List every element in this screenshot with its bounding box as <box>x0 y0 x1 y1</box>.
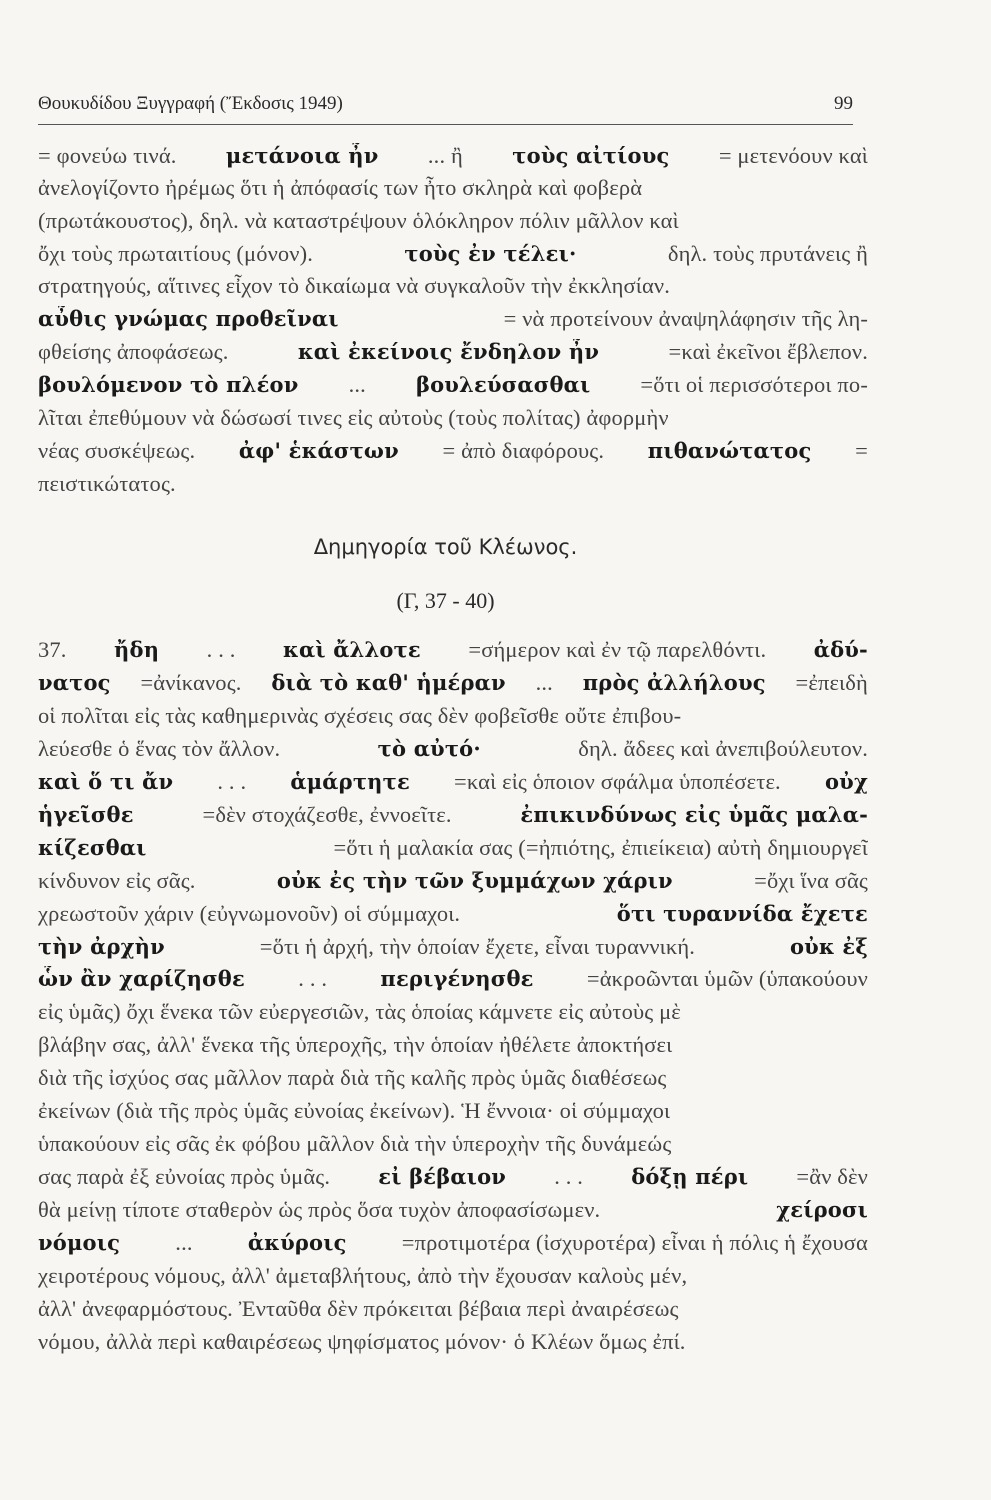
text-line <box>38 405 868 431</box>
lemma-term: οὐκ ἐξ <box>789 934 868 959</box>
text-line <box>38 438 868 464</box>
lemma-term: νόμοις <box>38 1230 121 1255</box>
text-line <box>38 1296 868 1322</box>
gloss-text: = νὰ προτείνουν ἀναψηλάφησιν τῆς λη- <box>503 306 868 331</box>
gloss-text: =ὅτι οἱ περισσότεροι πο- <box>640 372 868 397</box>
gloss-text: λῖται ἐπεθύμουν νὰ δώσωσί τινες εἰς αὐτοὺς (τοὺς πολίτας) ἀφορμὴν <box>38 405 669 430</box>
gloss-text: ... <box>535 670 553 695</box>
gloss-text: 37. <box>38 637 67 662</box>
gloss-text: =δὲν στοχάζεσθε, ἐννοεῖτε. <box>202 802 452 827</box>
text-line <box>38 273 868 299</box>
gloss-text: =ἀνίκανος. <box>140 670 242 695</box>
lemma-term: ὧν ἂν χαρίζησθε <box>38 966 245 991</box>
lemma-term: πρὸς ἀλλήλους <box>582 670 766 695</box>
gloss-text: δηλ. τοὺς πρυτάνεις ἢ <box>667 241 868 266</box>
gloss-text: =ὅτι ἡ ἀρχή, τὴν ὁποίαν ἔχετε, εἶναι τυραννική. <box>259 934 696 959</box>
gloss-text: =καὶ εἰς ὁποιον σφάλμα ὑποπέσετε. <box>454 769 781 794</box>
lemma-term: κίζεσθαι <box>38 835 147 860</box>
text-line <box>38 901 868 927</box>
text-line <box>38 703 868 729</box>
lemma-term: αὖθις γνώμας προθεῖναι <box>38 306 339 331</box>
gloss-text: κίνδυνον εἰς σᾶς. <box>38 868 196 893</box>
header-rule <box>38 124 853 125</box>
gloss-text: =ὅτι ἡ μαλακία σας (=ἠπιότης, ἐπιείκεια) αὐτὴ δημιουργεῖ <box>333 835 868 860</box>
text-line <box>38 241 868 267</box>
header-title: Θουκυδίδου Ξυγγραφή (Ἔκδοσις 1949) <box>38 93 343 114</box>
lemma-term: τοὺς ἐν τέλει· <box>404 241 577 266</box>
gloss-text: = <box>855 438 868 463</box>
lemma-term: ἁμάρτητε <box>290 769 410 794</box>
gloss-text: διὰ τῆς ἰσχύος σας μᾶλλον παρὰ διὰ τῆς καλῆς πρὸς ὑμᾶς διαθέσεως <box>38 1065 667 1090</box>
gloss-text: . . . <box>206 637 236 662</box>
gloss-text: =ἀκροῶνται ὑμῶν (ὑπακούουν <box>586 966 868 991</box>
text-line <box>38 1164 868 1190</box>
gloss-text: . . . <box>298 966 328 991</box>
text-line <box>38 471 868 497</box>
text-line <box>38 802 868 828</box>
gloss-text: χρεωστοῦν χάριν (εὐγνωμονοῦν) οἱ σύμμαχοι. <box>38 901 461 926</box>
gloss-text: ... <box>175 1230 193 1255</box>
gloss-text: = ἀπὸ διαφόρους. <box>442 438 605 463</box>
gloss-text: =ὄχι ἵνα σᾶς <box>754 868 868 893</box>
lemma-term: καὶ ὅ τι ἄν <box>38 769 174 794</box>
lemma-term: βουλόμενον τὸ πλέον <box>38 372 299 397</box>
text-line <box>38 1032 868 1058</box>
text-line <box>38 966 868 992</box>
gloss-text: ἐκείνων (διὰ τῆς πρὸς ὑμᾶς εὐνοίας ἐκείνων). Ἡ ἔννοια· οἱ σύμμαχοι <box>38 1098 671 1123</box>
gloss-text: πειστικώτατος. <box>38 471 176 496</box>
gloss-text: ὑπακούουν εἰς σᾶς ἐκ φόβου μᾶλλον διὰ τὴν ὑπεροχὴν τῆς δυνάμεώς <box>38 1131 672 1156</box>
text-line <box>38 835 868 861</box>
lemma-term: περιγένησθε <box>380 966 534 991</box>
page-number: 99 <box>834 93 853 114</box>
gloss-text: ... <box>348 372 366 397</box>
gloss-text: νόμου, ἀλλὰ περὶ καθαιρέσεως ψηφίσματος μόνον· ὁ Κλέων ὅμως ἐπί. <box>38 1329 686 1354</box>
text-line <box>38 175 868 201</box>
lemma-term: χείροσι <box>776 1197 868 1222</box>
gloss-text: =σήμερον καὶ ἐν τῷ παρελθόντι. <box>468 637 767 662</box>
text-line <box>38 736 868 762</box>
gloss-text: σας παρὰ ἐξ εὐνοίας πρὸς ὑμᾶς. <box>38 1164 331 1189</box>
text-line <box>38 339 868 365</box>
text-line <box>38 934 868 960</box>
gloss-text: στρατηγούς, αἵτινες εἶχον τὸ δικαίωμα νὰ συγκαλοῦν τὴν ἐκκλησίαν. <box>38 273 671 298</box>
gloss-text: εἰς ὑμᾶς) ὄχι ἕνεκα τῶν εὐεργεσιῶν, τὰς ὁποίας κάμνετε εἰς αὐτοὺς μὲ <box>38 999 681 1024</box>
gloss-text: ἀνελογίζοντο ἠρέμως ὅτι ἡ ἀπόφασίς των ἦτο σκληρὰ καὶ φοβερὰ <box>38 175 643 200</box>
lemma-term: πιθανώτατος <box>647 438 812 463</box>
gloss-text: =ἂν δὲν <box>796 1164 868 1189</box>
gloss-text: . . . <box>554 1164 584 1189</box>
text-line <box>38 670 868 696</box>
gloss-text: =καὶ ἐκεῖνοι ἔβλεπον. <box>668 339 868 364</box>
gloss-text: ὄχι τοὺς πρωταιτίους (μόνον). <box>38 241 314 266</box>
text-line <box>38 868 868 894</box>
lemma-term: ἐπικινδύνως εἰς ὑμᾶς μαλα- <box>520 802 868 827</box>
gloss-text: βλάβην σας, ἀλλ' ἕνεκα τῆς ὑπεροχῆς, τὴν ὁποίαν ἠθέλετε ἀποκτήσει <box>38 1032 673 1057</box>
text-line <box>38 208 868 234</box>
gloss-text: = φονεύω τινά. <box>38 143 177 168</box>
lemma-term: ἀδύ- <box>813 637 868 662</box>
lemma-term: ἡγεῖσθε <box>38 802 134 827</box>
lemma-term: τοὺς αἰτίους <box>512 143 670 168</box>
gloss-text: ἀλλ' ἀνεφαρμόστους. Ἐνταῦθα δὲν πρόκειται βέβαια περὶ ἀναιρέσεως <box>38 1296 679 1321</box>
gloss-text: δηλ. ἄδεες καὶ ἀνεπιβούλευτον. <box>578 736 868 761</box>
section-reference: (Γ, 37 - 40) <box>396 588 495 613</box>
text-line <box>38 372 868 398</box>
lemma-term: διὰ τὸ καθ' ἡμέραν <box>271 670 506 695</box>
lemma-term: μετάνοια ἦν <box>225 143 379 168</box>
gloss-text: νέας συσκέψεως. <box>38 438 196 463</box>
lemma-term: καὶ ἐκείνοις ἔνδηλον ἦν <box>297 339 600 364</box>
lemma-term: τὸ αὐτό· <box>377 736 481 761</box>
gloss-text: φθείσης ἀποφάσεως. <box>38 339 229 364</box>
gloss-text: ... ἢ <box>427 143 463 168</box>
text-line <box>38 1263 868 1289</box>
running-header <box>38 93 853 115</box>
text-line <box>38 1065 868 1091</box>
lemma-term: νατος <box>38 670 111 695</box>
lemma-term: οὐκ ἐς τὴν τῶν ξυμμάχων χάριν <box>276 868 673 893</box>
lemma-term: ἤδη <box>114 637 160 662</box>
lemma-term: τὴν ἀρχὴν <box>38 934 165 959</box>
lemma-term: ἀκύροις <box>247 1230 347 1255</box>
lemma-term: βουλεύσασθαι <box>415 372 591 397</box>
text-line <box>38 769 868 795</box>
text-line <box>38 306 868 332</box>
section-title: Δημηγορία τοῦ Κλέωνος. <box>313 535 578 559</box>
gloss-text: (πρωτάκουστος), δηλ. νὰ καταστρέψουν ὁλόκληρον πόλιν μᾶλλον καὶ <box>38 208 679 233</box>
text-line <box>38 637 868 663</box>
gloss-text: =προτιμοτέρα (ἰσχυροτέρα) εἶναι ἡ πόλις ἡ ἔχουσα <box>401 1230 868 1255</box>
lemma-term: ἀφ' ἑκάστων <box>238 438 399 463</box>
gloss-text: θὰ μείνῃ τίποτε σταθερὸν ὡς πρὸς ὅσα τυχὸν ἀποφασίσωμεν. <box>38 1197 601 1222</box>
text-line <box>38 1131 868 1157</box>
gloss-text: λεύεσθε ὁ ἕνας τὸν ἄλλον. <box>38 736 281 761</box>
text-line <box>38 1098 868 1124</box>
gloss-text: χειροτέρους νόμους, ἀλλ' ἀμεταβλήτους, ἀπὸ τὴν ἔχουσαν καλοὺς μέν, <box>38 1263 688 1288</box>
lemma-term: εἰ βέβαιον <box>378 1164 507 1189</box>
lemma-term: ὅτι τυραννίδα ἔχετε <box>616 901 868 926</box>
gloss-text: =ἐπειδὴ <box>795 670 868 695</box>
lemma-term: οὐχ <box>824 769 868 794</box>
text-line <box>38 1329 868 1355</box>
text-line <box>38 1230 868 1256</box>
text-line <box>38 999 868 1025</box>
lemma-term: δόξῃ πέρι <box>631 1164 749 1189</box>
gloss-text: . . . <box>217 769 247 794</box>
gloss-text: οἱ πολῖται εἰς τὰς καθημερινὰς σχέσεις σας δὲν φοβεῖσθε οὔτε ἐπιβου- <box>38 703 682 728</box>
text-line <box>38 1197 868 1223</box>
gloss-text: = μετενόουν καὶ <box>718 143 868 168</box>
text-line <box>38 143 868 169</box>
lemma-term: καὶ ἄλλοτε <box>283 637 421 662</box>
